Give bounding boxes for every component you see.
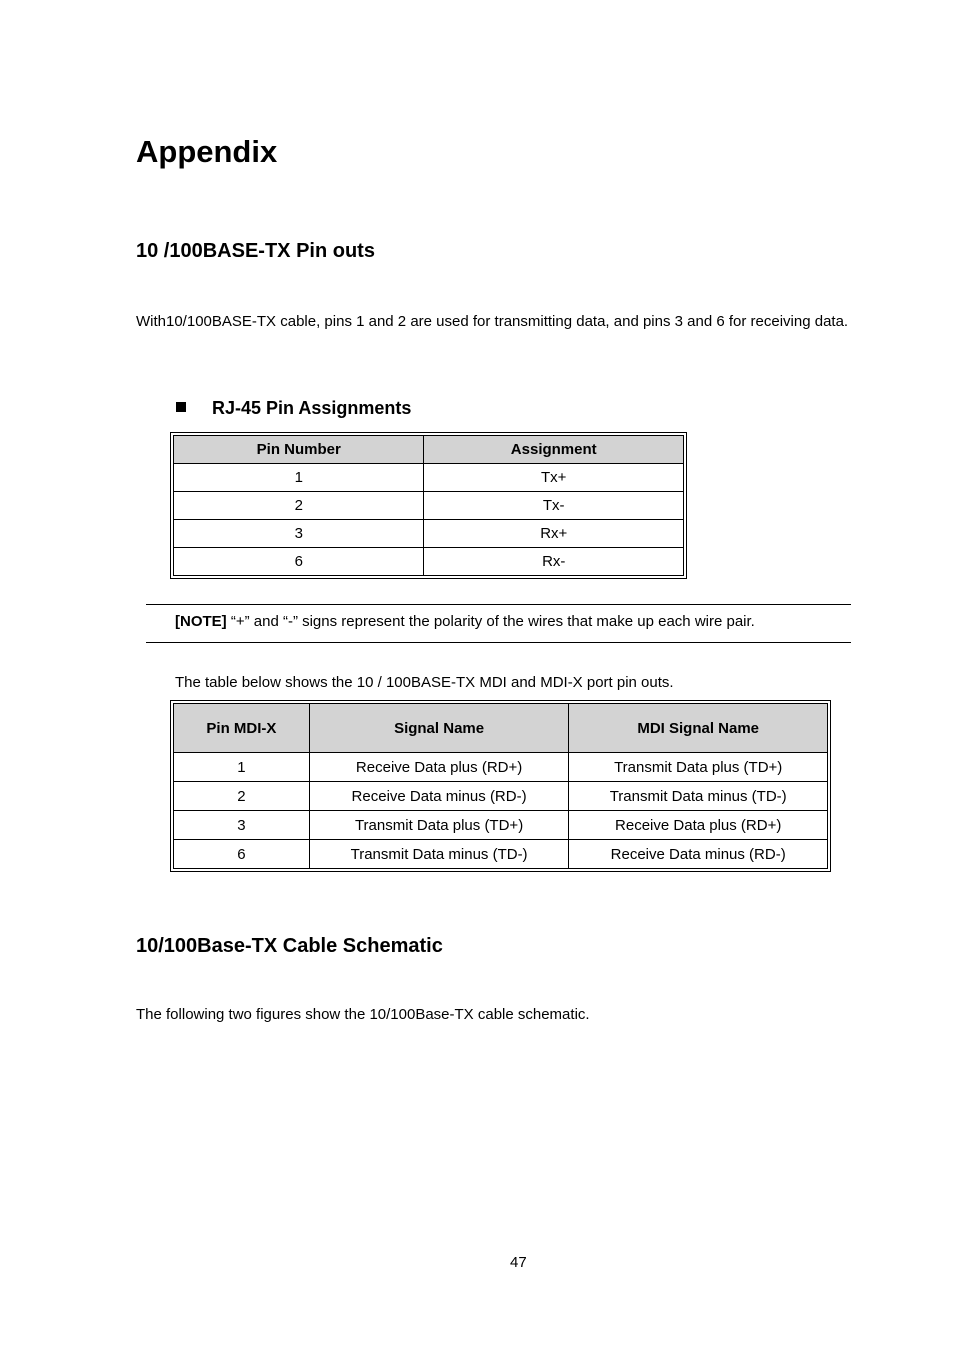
mdi-intro-text: The table below shows the 10 / 100BASE-TX MDI and MDI-X port pin outs. <box>175 674 674 691</box>
table-cell: Rx+ <box>424 520 684 548</box>
table-cell: 6 <box>174 840 310 869</box>
table-cell: Tx+ <box>424 464 684 492</box>
page-title: Appendix <box>136 134 278 169</box>
table-cell: Transmit Data minus (TD-) <box>569 782 828 811</box>
table-cell: 3 <box>174 811 310 840</box>
table-cell: Receive Data minus (RD-) <box>309 782 569 811</box>
table-cell: Receive Data minus (RD-) <box>569 840 828 869</box>
table-cell: 1 <box>174 753 310 782</box>
mdi-pin-table <box>173 703 828 869</box>
table-cell: Transmit Data plus (TD+) <box>569 753 828 782</box>
table-row <box>174 548 684 576</box>
page-number: 47 <box>510 1254 527 1271</box>
section-heading-cable-schematic: 10/100Base-TX Cable Schematic <box>136 935 443 957</box>
square-bullet-icon <box>176 402 186 412</box>
column-header: Pin Number <box>174 436 424 464</box>
column-header: MDI Signal Name <box>569 704 828 753</box>
rj45-pin-table <box>173 435 684 576</box>
table-cell: Receive Data plus (RD+) <box>569 811 828 840</box>
table-header-row <box>174 704 828 753</box>
table-cell: 2 <box>174 782 310 811</box>
table-cell: Rx- <box>424 548 684 576</box>
table-cell: Transmit Data plus (TD+) <box>309 811 569 840</box>
rj45-subheading-text: RJ-45 Pin Assignments <box>212 398 412 418</box>
table-cell: Transmit Data minus (TD-) <box>309 840 569 869</box>
table-row <box>174 782 828 811</box>
table-row <box>174 840 828 869</box>
rj45-subheading <box>176 398 411 419</box>
note-box <box>146 604 851 643</box>
pin-outs-paragraph: With10/100BASE-TX cable, pins 1 and 2 are used for transmitting data, and pins 3 and 6 for receiving data. <box>136 313 849 330</box>
table-row <box>174 464 684 492</box>
table-cell: 3 <box>174 520 424 548</box>
table-cell: 1 <box>174 464 424 492</box>
table-row <box>174 520 684 548</box>
column-header: Assignment <box>424 436 684 464</box>
table-row <box>174 492 684 520</box>
note-text <box>175 613 755 630</box>
table-row <box>174 811 828 840</box>
note-body: “+” and “-” signs represent the polarity of the wires that make up each wire pair. <box>226 613 755 630</box>
table-cell: 2 <box>174 492 424 520</box>
table-cell: 6 <box>174 548 424 576</box>
cable-schematic-paragraph: The following two figures show the 10/100Base-TX cable schematic. <box>136 1006 590 1023</box>
column-header: Pin MDI-X <box>174 704 310 753</box>
section-heading-pin-outs: 10 /100BASE-TX Pin outs <box>136 240 375 262</box>
table-cell: Tx- <box>424 492 684 520</box>
table-header-row <box>174 436 684 464</box>
table-row <box>174 753 828 782</box>
column-header: Signal Name <box>309 704 569 753</box>
table-cell: Receive Data plus (RD+) <box>309 753 569 782</box>
note-label: [NOTE] <box>175 613 227 630</box>
